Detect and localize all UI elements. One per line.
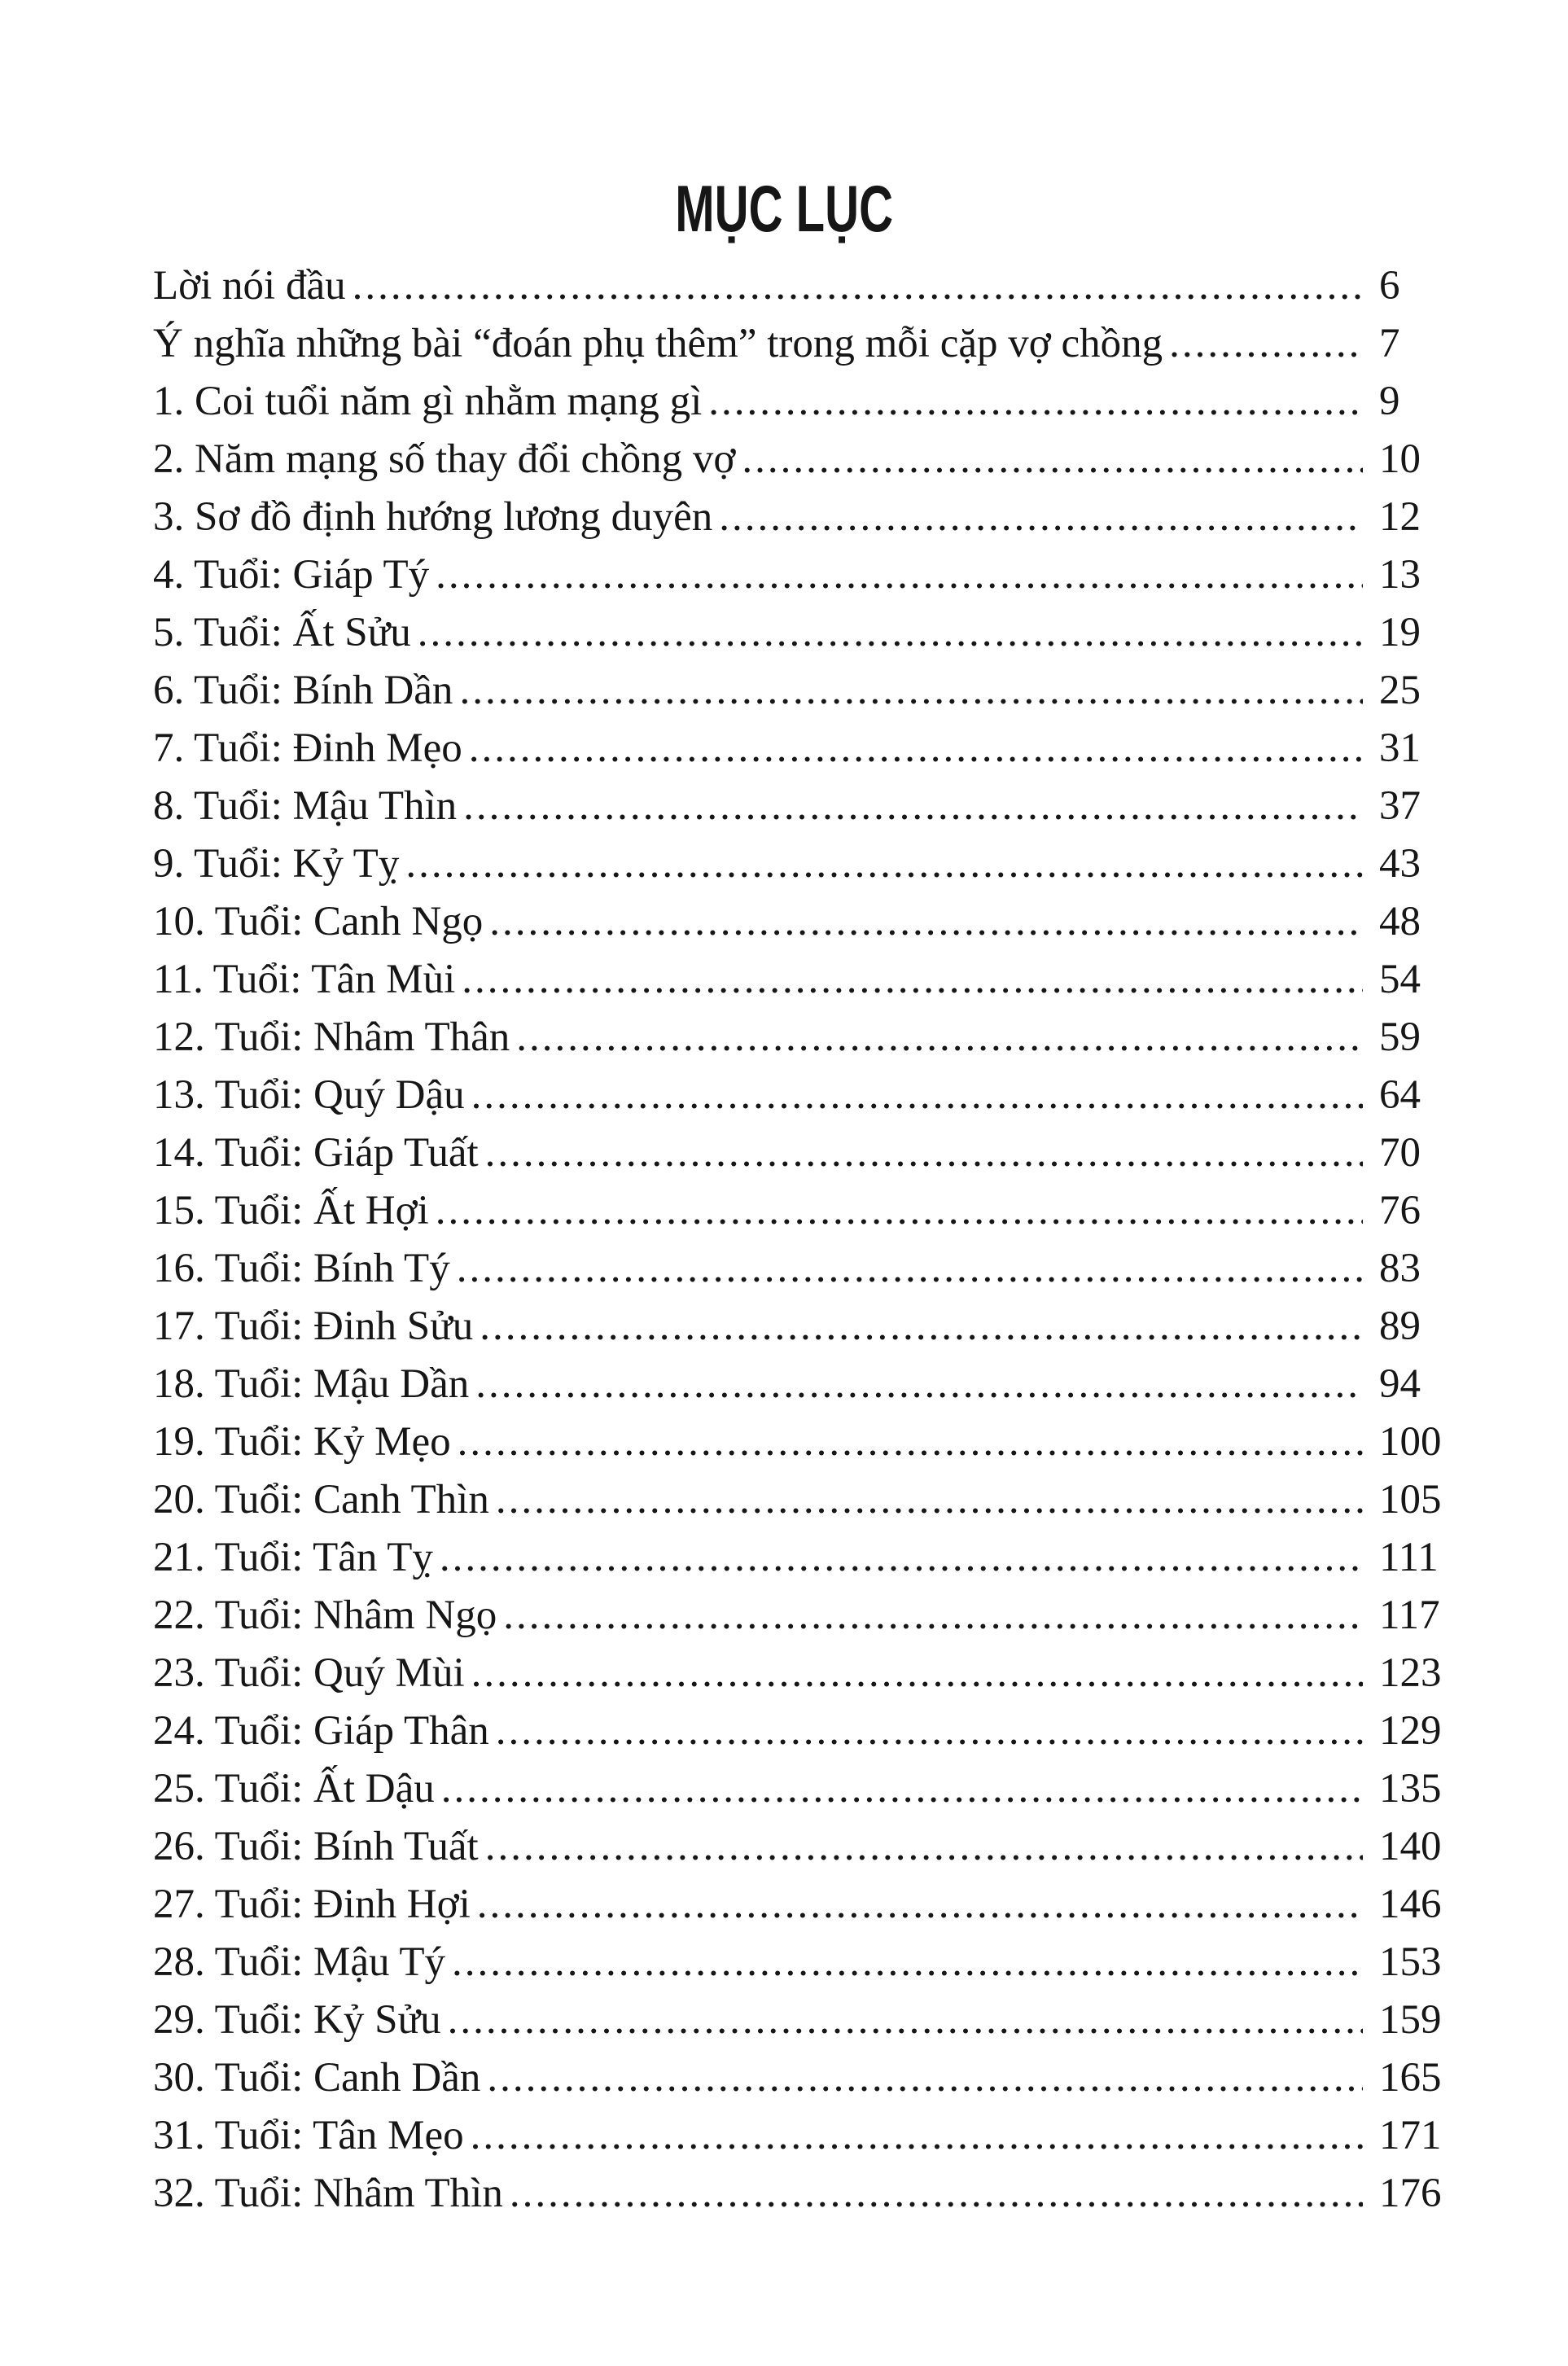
toc-entry-page-number: 43 xyxy=(1379,841,1421,887)
toc-entry-row xyxy=(153,546,1474,604)
toc-entry-row xyxy=(153,1356,1474,1413)
toc-entry-row xyxy=(153,315,1474,373)
toc-entry-page-number: 89 xyxy=(1379,1303,1421,1349)
toc-entry-label: 3. Sơ đồ định hướng lương duyên xyxy=(153,494,713,540)
toc-entry-page-number: 59 xyxy=(1379,1014,1421,1060)
toc-entry-page-number: 9 xyxy=(1379,379,1400,424)
toc-entry-page-number: 83 xyxy=(1379,1246,1421,1291)
toc-entry-row xyxy=(153,893,1474,951)
dot-leader xyxy=(742,431,1363,489)
toc-entry-label: 4. Tuổi: Giáp Tý xyxy=(153,552,430,598)
dot-leader xyxy=(457,1240,1363,1298)
toc-entry-page-number: 129 xyxy=(1379,1708,1442,1754)
toc-entry-row xyxy=(153,1876,1474,1934)
dot-leader xyxy=(516,1009,1363,1067)
toc-entry-row xyxy=(153,1124,1474,1182)
toc-entry-page-number: 146 xyxy=(1379,1882,1442,1927)
toc-entry-label: 25. Tuổi: Ất Dậu xyxy=(153,1766,435,1812)
toc-entry-row xyxy=(153,489,1474,546)
toc-entry-page-number: 123 xyxy=(1379,1650,1442,1696)
toc-entry-row xyxy=(153,373,1474,431)
toc-entry-row xyxy=(153,1645,1474,1702)
dot-leader xyxy=(496,1702,1363,1760)
toc-entry-label: 15. Tuổi: Ất Hợi xyxy=(153,1188,429,1233)
toc-entry-page-number: 48 xyxy=(1379,899,1421,944)
toc-entry-label: 10. Tuổi: Canh Ngọ xyxy=(153,899,484,944)
dot-leader xyxy=(436,546,1363,604)
dot-leader xyxy=(489,893,1363,951)
dot-leader xyxy=(477,1876,1363,1934)
dot-leader xyxy=(441,1760,1363,1818)
toc-entry-page-number: 10 xyxy=(1379,436,1421,482)
toc-entry-label: 13. Tuổi: Quý Dậu xyxy=(153,1072,465,1118)
toc-entry-label: 12. Tuổi: Nhâm Thân xyxy=(153,1014,510,1060)
toc-entry-page-number: 165 xyxy=(1379,2055,1442,2101)
toc-entry-label: Lời nói đầu xyxy=(153,263,346,309)
toc-entry-row xyxy=(153,1934,1474,1991)
toc-entry-page-number: 111 xyxy=(1379,1535,1439,1580)
toc-entry-row xyxy=(153,1818,1474,1876)
toc-entry-label: 31. Tuổi: Tân Mẹo xyxy=(153,2113,464,2158)
toc-entry-page-number: 12 xyxy=(1379,494,1421,540)
toc-entry-row xyxy=(153,257,1474,315)
toc-entry-page-number: 117 xyxy=(1379,1593,1440,1638)
toc-entry-row xyxy=(153,1298,1474,1356)
dot-leader xyxy=(487,2049,1363,2107)
toc-entry-row xyxy=(153,778,1474,835)
toc-entry-label: 28. Tuổi: Mậu Tý xyxy=(153,1939,445,1985)
toc-entry-label: 24. Tuổi: Giáp Thân xyxy=(153,1708,489,1754)
toc-entry-row xyxy=(153,1471,1474,1529)
toc-entry-label: 19. Tuổi: Kỷ Mẹo xyxy=(153,1419,451,1465)
toc-entry-page-number: 25 xyxy=(1379,668,1421,713)
dot-leader xyxy=(503,1587,1363,1645)
toc-entry-label: 21. Tuổi: Tân Tỵ xyxy=(153,1535,433,1580)
toc-entry-label: 32. Tuổi: Nhâm Thìn xyxy=(153,2171,503,2216)
toc-entry-row xyxy=(153,1240,1474,1298)
toc-entry-row xyxy=(153,662,1474,720)
dot-leader xyxy=(436,1182,1363,1240)
dot-leader xyxy=(448,1991,1363,2049)
toc-entry-label: 2. Năm mạng số thay đổi chồng vợ xyxy=(153,436,736,482)
dot-leader xyxy=(353,257,1363,315)
toc-entry-page-number: 19 xyxy=(1379,610,1421,655)
toc-entry-page-number: 171 xyxy=(1379,2113,1442,2158)
toc-entry-label: 14. Tuổi: Giáp Tuất xyxy=(153,1130,479,1176)
dot-leader xyxy=(405,835,1363,893)
toc-entry-page-number: 100 xyxy=(1379,1419,1442,1465)
toc-entry-row xyxy=(153,1587,1474,1645)
toc-entry-page-number: 76 xyxy=(1379,1188,1421,1233)
toc-entry-row xyxy=(153,1702,1474,1760)
dot-leader xyxy=(480,1298,1363,1356)
toc-entry-row xyxy=(153,2049,1474,2107)
toc-entry-page-number: 7 xyxy=(1379,321,1400,366)
toc-entry-row xyxy=(153,2107,1474,2165)
toc-entry-page-number: 70 xyxy=(1379,1130,1421,1176)
dot-leader xyxy=(1169,315,1363,373)
toc-entry-label: 7. Tuổi: Đinh Mẹo xyxy=(153,725,462,771)
toc-entry-page-number: 94 xyxy=(1379,1361,1421,1407)
toc-entry-row xyxy=(153,604,1474,662)
dot-leader xyxy=(719,489,1363,546)
dot-leader xyxy=(440,1529,1363,1587)
toc-entry-row xyxy=(153,1009,1474,1067)
toc-entry-page-number: 135 xyxy=(1379,1766,1442,1812)
dot-leader xyxy=(510,2165,1363,2223)
toc-entry-label: 5. Tuổi: Ất Sửu xyxy=(153,610,411,655)
table-of-contents xyxy=(153,257,1474,2223)
page-title-container xyxy=(0,171,1568,246)
toc-entry-page-number: 153 xyxy=(1379,1939,1442,1985)
toc-entry-page-number: 13 xyxy=(1379,552,1421,598)
dot-leader xyxy=(708,373,1363,431)
toc-entry-label: 22. Tuổi: Nhâm Ngọ xyxy=(153,1593,497,1638)
dot-leader xyxy=(485,1818,1363,1876)
dot-leader xyxy=(458,1413,1363,1471)
toc-entry-label: Ý nghĩa những bài “đoán phụ thêm” trong mỗi cặp vợ chồng xyxy=(153,321,1163,366)
toc-entry-label: 11. Tuổi: Tân Mùi xyxy=(153,957,456,1002)
toc-entry-page-number: 6 xyxy=(1379,263,1400,309)
toc-entry-row xyxy=(153,2165,1474,2223)
toc-entry-row xyxy=(153,951,1474,1009)
dot-leader xyxy=(469,720,1363,778)
dot-leader xyxy=(471,1067,1363,1124)
toc-entry-page-number: 31 xyxy=(1379,725,1421,771)
dot-leader xyxy=(418,604,1363,662)
dot-leader xyxy=(459,662,1363,720)
toc-entry-row xyxy=(153,1991,1474,2049)
toc-entry-label: 20. Tuổi: Canh Thìn xyxy=(153,1477,489,1523)
toc-entry-row xyxy=(153,720,1474,778)
toc-entry-row xyxy=(153,431,1474,489)
toc-entry-row xyxy=(153,1529,1474,1587)
dot-leader xyxy=(452,1934,1363,1991)
toc-entry-label: 26. Tuổi: Bính Tuất xyxy=(153,1824,479,1869)
toc-entry-row xyxy=(153,1413,1474,1471)
toc-entry-label: 27. Tuổi: Đinh Hợi xyxy=(153,1882,471,1927)
dot-leader xyxy=(485,1124,1363,1182)
toc-entry-page-number: 176 xyxy=(1379,2171,1442,2216)
dot-leader xyxy=(462,951,1363,1009)
dot-leader xyxy=(471,1645,1363,1702)
toc-entry-page-number: 105 xyxy=(1379,1477,1442,1523)
toc-entry-label: 23. Tuổi: Quý Mùi xyxy=(153,1650,465,1696)
toc-entry-label: 16. Tuổi: Bính Tý xyxy=(153,1246,450,1291)
toc-entry-page-number: 159 xyxy=(1379,1997,1442,2043)
dot-leader xyxy=(496,1471,1363,1529)
toc-entry-page-number: 140 xyxy=(1379,1824,1442,1869)
toc-entry-row xyxy=(153,1067,1474,1124)
toc-entry-label: 30. Tuổi: Canh Dần xyxy=(153,2055,481,2101)
toc-entry-label: 18. Tuổi: Mậu Dần xyxy=(153,1361,470,1407)
dot-leader xyxy=(463,778,1363,835)
toc-entry-label: 9. Tuổi: Kỷ Tỵ xyxy=(153,841,400,887)
toc-entry-row xyxy=(153,1760,1474,1818)
toc-entry-page-number: 64 xyxy=(1379,1072,1421,1118)
dot-leader xyxy=(475,1356,1363,1413)
dot-leader xyxy=(471,2107,1363,2165)
toc-entry-label: 6. Tuổi: Bính Dần xyxy=(153,668,453,713)
toc-entry-label: 1. Coi tuổi năm gì nhằm mạng gì xyxy=(153,379,703,424)
toc-entry-label: 8. Tuổi: Mậu Thìn xyxy=(153,783,458,829)
toc-entry-row xyxy=(153,1182,1474,1240)
page-title: MỤC LỤC xyxy=(675,171,893,246)
toc-entry-label: 17. Tuổi: Đinh Sửu xyxy=(153,1303,474,1349)
toc-entry-row xyxy=(153,835,1474,893)
toc-entry-page-number: 37 xyxy=(1379,783,1421,829)
toc-entry-page-number: 54 xyxy=(1379,957,1421,1002)
toc-entry-label: 29. Tuổi: Kỷ Sửu xyxy=(153,1997,441,2043)
